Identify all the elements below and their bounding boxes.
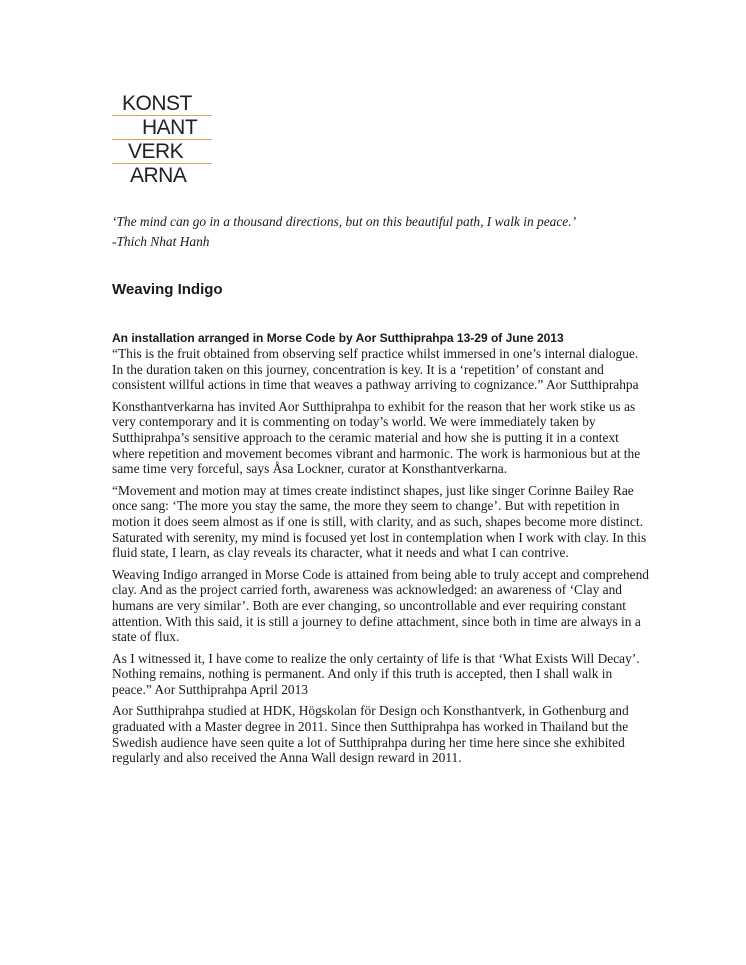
paragraph-artist-statement: “This is the fruit obtained from observing self practice whilst immersed in one’s internal dialogue. In the duration taken on this journey, concentration is key. It is a ‘repetition’ of constant and consistent willful actions in time that weaves a pathway arriving to cognizance.” Aor Sutthiprahpa — [112, 346, 639, 393]
logo-line-4: ARNA — [130, 164, 187, 187]
document-body — [112, 330, 652, 772]
logo-line-3: VERK — [112, 140, 212, 164]
document-subtitle: An installation arranged in Morse Code by Aor Sutthiprahpa 13-29 of June 2013 — [112, 331, 564, 345]
paragraph-invitation: Konsthantverkarna has invited Aor Sutthiprahpa to exhibit for the reason that her work stike us as very contemporary and it is commenting on today’s world. We were immediately taken by Sutthiprahpa’s sensitive approach to the ceramic material and how she is putting it in a context where repetition and movement becomes vibrant and harmonic. The work is harmonious but at the same time very forceful, says Åsa Lockner, curator at Konsthantverkarna. — [112, 398, 641, 477]
konsthantverkarna-logo — [112, 92, 212, 188]
paragraph-movement: “Movement and motion may at times create indistinct shapes, just like singer Corinne Bailey Rae once sang: ‘The more you stay the same, the more they seem to change’. But with repetition in motion it does seem almost as if one is still, with clarity, and as such, shapes become more distinct. Saturated with serenity, my mind is focused yet lost in contemplation when I work with clay. In this fluid state, I learn, as clay reveals its character, what it needs and what I can contrive. — [112, 482, 647, 561]
paragraph-witness: As I witnessed it, I have come to realize the only certainty of life is that ‘What Exists Will Decay’. Nothing remains, nothing is permanent. And only if this truth is accepted, then I shall walk in peace.” Aor Sutthiprahpa April 2013 — [112, 650, 640, 697]
epigraph-author: -Thich Nhat Hanh — [112, 234, 210, 249]
logo-line-1: KONST — [112, 92, 212, 116]
paragraph-weaving-indigo: Weaving Indigo arranged in Morse Code is attained from being able to truly accept and comprehend clay. And as the project carried forth, awareness was acknowledged: an awareness of ‘Clay and humans are very similar’. Both are ever changing, so uncontrollable and ever requiring constant attention. With this said, it is still a journey to define attachment, since both in time are always in a state of flux. — [112, 566, 649, 645]
epigraph-quote: ‘The mind can go in a thousand directions, but on this beautiful path, I walk in peace.’ — [112, 214, 577, 229]
paragraph-biography: Aor Sutthiprahpa studied at HDK, Högskolan för Design och Konsthantverk, in Gothenburg and graduated with a Master degree in 2011. Since then Sutthiprahpa has worked in Thailand but the Swedish audience have seen quite a lot of Sutthiprahpa during her time here since she exhibited regularly and also received the Anna Wall design reward in 2011. — [112, 703, 629, 766]
document-title: Weaving Indigo — [112, 281, 223, 298]
logo-line-2: HANT — [112, 116, 212, 140]
